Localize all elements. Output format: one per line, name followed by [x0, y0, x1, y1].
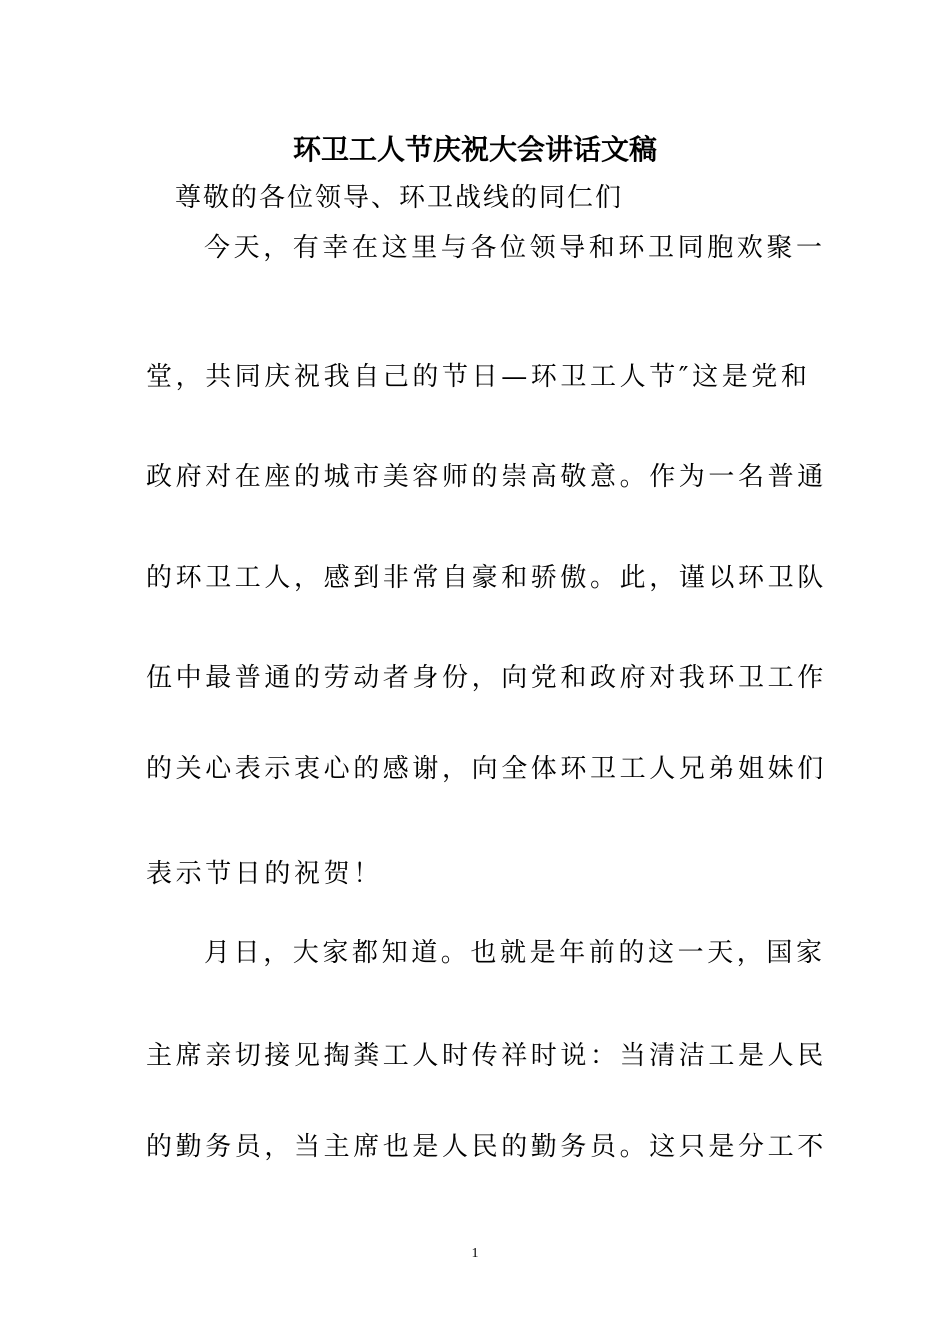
body-line-10: 的勤务员，当主席也是人民的勤务员。这只是分工不	[146, 1132, 827, 1162]
body-line-2: 堂，共同庆祝我自己的节日—环卫工人节″这是党和	[146, 362, 811, 392]
body-line-6: 的关心表示衷心的感谢，向全体环卫工人兄弟姐妹们	[146, 754, 827, 784]
document-title: 环卫工人节庆祝大会讲话文稿	[292, 133, 657, 166]
page-number: 1	[471, 1246, 479, 1261]
body-line-5: 伍中最普通的劳动者身份，向党和政府对我环卫工作	[146, 663, 827, 693]
body-line-4: 的环卫工人，感到非常自豪和骄傲。此，谨以环卫队	[146, 563, 827, 593]
body-line-1: 今天，有幸在这里与各位领导和环卫同胞欢聚一	[204, 233, 826, 263]
body-line-7: 表示节日的祝贺！	[146, 859, 383, 889]
salutation: 尊敬的各位领导、环卫战线的同仁们	[175, 183, 624, 213]
body-line-3: 政府对在座的城市美容师的崇高敬意。作为一名普通	[146, 462, 827, 492]
body-line-8: 月日，大家都知道。也就是年前的这一天，国家	[204, 938, 826, 968]
body-line-9: 主席亲切接见掏粪工人时传祥时说：当清洁工是人民	[146, 1041, 827, 1071]
